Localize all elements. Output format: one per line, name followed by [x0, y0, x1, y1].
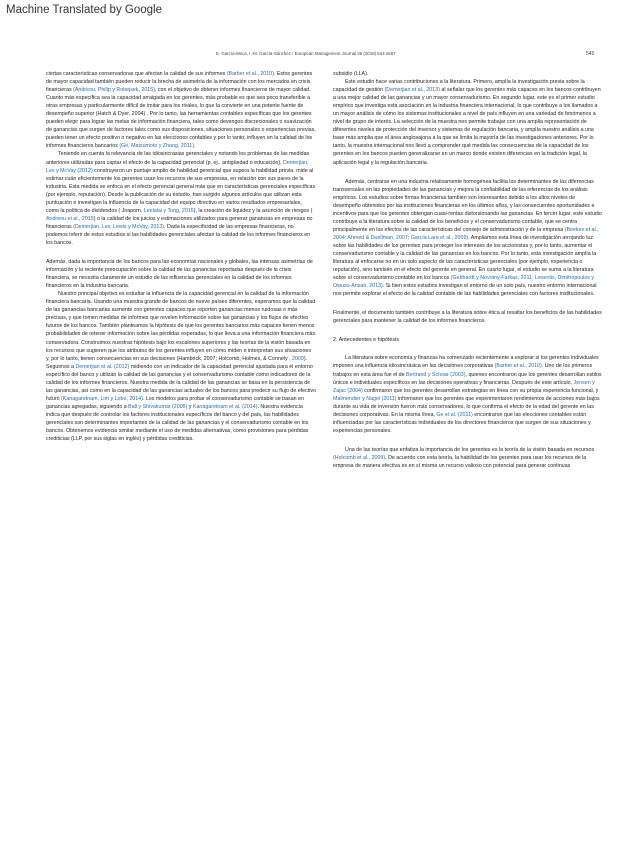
paragraph-text: . Estos gerentes de mayor capacidad también pueden reducir la brecha de asimetría de la información con los mercados en crisis financieras: [46, 71, 313, 94]
paragraph-text: ), la creación de liquidez y la asunción de riesgos (: [193, 207, 313, 214]
paragraph: [333, 78, 603, 167]
paragraph-text: al señalar que los gerentes más capaces en los bancos contribuyen a una mejor calidad de las ganancias y un mayor conservadurismo. En segundo lugar, este es el primer estudio empírico que investiga esta asociación en la industria financiera internacional, lo que contribuye a los llamados a un mayor análisis de cómo los sistemas institucionales a nivel de país influyen en una variedad de fenómenos a nivel de grupo de interés. La selección de la muestra nos permite trabajar con una amplia representación de diferentes niveles de protección del inversor y sistemas de regulación bancaria, y amplía nuestro análisis a una base más amplia que el área anglosajona a la que se limita la mayoría de las investigaciones anteriores. Por lo tanto, la muestra internacional nos llevó a comprender qué medida las consecuencias de la capacidad de los gerentes en los bancos pueden generalizarse en un marco donde existen diferencias en la tradición legal, la aplicación legal y la regulación bancaria.: [333, 87, 601, 166]
paragraph: [46, 70, 316, 150]
paragraph-text: . Los modelos para probar el conservadurismo contable se basan en ganancias agregadas, siguiendo a: [46, 395, 304, 410]
paragraph-text: construyeron un puntaje amplio de habilidad gerencial que supera la habilidad previa. mide al estimar cuán eficientemente los gerentes usan los recursos de sus empresas, en relación con sus pares de la industria. Esta medida se enfoca en el efecto gerencial general más que en características gerenciales específicas (por ejemplo, reputación). Desde la publicación de su estudio, han surgido algunos artículos que utilizan esta puntuación e investigan la influencia de la capacidad del equipo directivo en varios resultados empresariales, como la política de dividendos ( Jiraporn,: [46, 167, 316, 214]
left-column: [46, 70, 316, 454]
paragraph: [333, 70, 603, 78]
citation-link[interactable]: (Andreou, Philip y Robejsek, 2015): [73, 87, 155, 94]
page-number: 545: [586, 51, 595, 57]
paragraph-text: confirmaron que los gerentes desarrollan estrategias en línea con su propia experiencia funcional, y: [362, 387, 599, 394]
paragraph-text: . Si bien estos estudios investigan el entorno de un solo país, nuestro entorno internacional nos permite explorar el efecto de la calidad contable de las habilidades gerenciales con factores institucionales.: [333, 283, 597, 298]
paragraph: [46, 363, 316, 443]
citation-link[interactable]: Andreou et al., 2015: [46, 215, 94, 222]
citation-link[interactable]: (Demerjian, Lev, Lewis y McVay, 2013): [73, 223, 165, 230]
paragraph-text: ).: [303, 355, 308, 362]
paragraph-text: , con el objetivo de obtener informes financieros de mayor calidad. Cuanto más específica sea la capacidad arraigada en los gerentes, más probable es que sea poco transferible a otras empresas y particularmente difícil de imitar para los rivales, lo que la convierte en una potente fuente de desempeño superior (Hatch & Dyer, 2004) . Por lo tanto, las herramientas contables específicas que los gerentes pueden elegir para lograr las metas de información financiera, tales como devengos discrecionales o suavización de ganancias que surgen de factores tales como sus disposiciones, situaciones personales o experiencias previas, pueden tener un efecto positivo o negativo en las elecciones contables y por lo tanto, influyen en la calidad de los informes financieros bancarios: [46, 87, 316, 150]
citation-link[interactable]: 2009: [292, 355, 304, 362]
citation-link[interactable]: Bertrand y Schoar (2003): [406, 371, 466, 378]
paragraph-text: subsidio (LLA).: [333, 71, 369, 77]
paragraph-text: Teniendo en cuenta la relevancia de las idiosincrasias gerenciales y notando los problemas de las medidas anteriores utilizadas para captar el efecto de la capacidad gerencial (p. ej., antigüedad o educación),: [46, 151, 310, 166]
paragraph: [46, 258, 316, 290]
citation-link[interactable]: (Ge, Matsumoto y Zhang, 2011): [119, 143, 194, 150]
paragraph-text: .: [194, 143, 196, 150]
citation-link[interactable]: (Beekes et al., 2004; Ahmed & Duellman, 2007; García Lara et al., 2009): [333, 226, 599, 241]
citation-link[interactable]: (Demerjian et al., 2013): [384, 87, 440, 94]
paragraph: [46, 290, 316, 362]
citation-link[interactable]: Ge et al. (2011): [436, 411, 473, 418]
citation-link[interactable]: (Barber et al., 2010): [494, 363, 542, 370]
citation-link[interactable]: Leelalai y Tong, 2015: [143, 207, 194, 214]
paragraph-text: , quienes encontraron que los gerentes desarrollan estilos únicos e individuales específicos en las decisiones operativas y financieras. Después de este artículo,: [333, 371, 602, 386]
citation-link[interactable]: Demerjian, Lev y McVay (2012): [46, 159, 309, 174]
paragraph-text: ) o la calidad de los juicios y estimaciones utilizados para generar ganancias en empresas no financieras: [46, 215, 313, 230]
paragraph-text: ciertas características conservadoras que afectan la calidad de sus informes: [46, 71, 227, 77]
citation-link[interactable]: (Holcomb et al., 2009): [333, 454, 386, 461]
machine-translation-banner: Machine Translated by Google: [6, 4, 162, 16]
paragraph-text: encontraron que las elecciones contables están influenciadas por las características individuales de los directores financieros que surgen de sus situaciones y experiencias personales.: [333, 411, 591, 434]
citation-link[interactable]: (Kanagaretnam, Lim y Lobo, 2014): [61, 395, 143, 402]
paragraph-text: Finalmente, el documento también contribuye a la literatura sobre ética al resaltar los beneficios de las habilidades gerenciales para mantener la calidad de los informes financieros.: [333, 310, 602, 325]
paragraph-text: midiendo con un indicador de la capacidad gerencial ajustada para el entorno específico del banco y utilizan la calidad de las ganancias y el conservadurismo contable como indicadores de la calidad de los informes financieros. Nuestra medida de la calidad de las ganancias se basa en la persistencia de las ganancias, así como en la capacidad de las ganancias actuales de los bancos para predecir su flujo de efectivo futuro: [46, 363, 317, 402]
paragraph: [333, 178, 603, 299]
paragraph-text: Seguimos a: [46, 363, 76, 370]
paragraph: [333, 309, 603, 325]
paragraph-text: . De acuerdo con esta teoría, la habilidad de los gerentes para usar los recursos de la empresa de manera efectiva es en sí misma un recurso valioso con potencial para generar continuas: [333, 454, 587, 469]
citation-link[interactable]: Ball y Shivakumar (2005): [128, 403, 188, 410]
citation-link[interactable]: (Barber et al., 2010): [226, 71, 274, 77]
paragraph-text: Una de las teorías que enfatiza la importancia de los gerentes es la teoría de la visión basada en recursos: [345, 446, 595, 453]
right-column: [333, 70, 603, 470]
citation-link[interactable]: Jensen y Zajac (2004): [333, 379, 595, 394]
paragraph: [333, 354, 603, 434]
section-heading: [333, 336, 603, 344]
citation-link[interactable]: Kanagaretnam et al. (2014): [192, 403, 258, 410]
citation-link[interactable]: Malmendier y Nagel (2011): [333, 395, 397, 402]
paragraph-text: . Ampliamos esta línea de investigación arrojando luz sobre las habilidades de los gerentes para proteger los intereses de los accionistas y, por lo tanto, aumentar el conservadurismo contable y la calidad de las ganancias en los bancos. Por lo tanto, esta investigación amplía la literatura al enfocarse no en un solo aspecto de las características gerenciales (por ejemplo, experiencia o reputación), sino también en el efecto del gerente en general. En cuarto lugar, el estudio se suma a la literatura sobre el conservadurismo contable en los bancos: [333, 234, 597, 282]
paragraph-text: 2. Antecedentes e hipótesis: [333, 337, 399, 344]
paragraph-text: Nuestro principal objetivo es estudiar la influencia de la capacidad gerencial en la calidad de la información financiera bancaria. Usando una muestra grande de bancos de nueve países diferentes, esperamos que la calidad de las ganancias bancarias aumente con gerentes capaces que reporten ganancias menos ruidosas o más precisas, y que tomen medidas de informes que revelen información sobre las ganancias y los flujos de efectivo futuros de los bancos. También planteamos la hipótesis de que los gerentes bancarios más capaces tienen menos probabilidades de retener información sobre las pérdidas esperadas, lo que lleva a una información financiera más conservadora. Construimos nuestras hipótesis bajo los escalones superiores y las teorías de la visión basada en los recursos que sugieren que los atributos de los gerentes influyen en cómo miden e interpretan sus situaciones y, por lo tanto, tienen consecuencias en sus decisiones (Hambrick, 2007; Holcomb, Holmes, & Connely ,: [46, 291, 316, 362]
journal-citation: E. García-Meca, I.-M. García-Sánchez / European Management Journal 36 (2018) 544 e557: [216, 51, 396, 56]
paragraph-text: y: [187, 403, 193, 410]
paragraph-text: . Dada la especificidad de las empresas financieras, no podemos inferir de estos estudios si las habilidades gerenciales afectan la calidad de los informes financieros en los bancos.: [46, 223, 311, 246]
paragraph-text: . Nuestra evidencia indica que después de controlar los factores institucionales específicos del banco y del país, las habilidades gerenciales son determinantes importantes de la calidad de las ganancias y el conservadurismo contable en los bancos. Obtenemos evidencia similar mediante el uso de medidas alternativas, como provisiones para pérdidas crediticias (LLP, por sus siglas en inglés) y pérdidas crediticias.: [46, 403, 309, 443]
paragraph-text: Este estudio hace varias contribuciones a la literatura. Primero, amplía la investigación previa sobre la capacidad de gestión: [333, 79, 585, 94]
paragraph: [333, 446, 603, 470]
paragraph-text: Además, dada la importancia de los bancos para las economías nacionales y globales, las intensas asimetrías de información y la reciente preocupación sobre la calidad de las ganancias reportadas después de la crisis financiera, se necesita claramente un estudio de las influencias gerenciales en la calidad de los informes financieros en la industria bancaria.: [46, 259, 313, 290]
paragraph: [46, 150, 316, 247]
paragraph-text: . Uno de los primeros trabajos en esta área fue el de: [333, 363, 593, 378]
paragraph-text: Además, centrarse en una industria relativamente homogénea facilita los determinantes de las diferencias transversales en las propiedades de las ganancias y mejora la confiabilidad de las inferencias de los análisis empíricos. Los estudios sobre firmas financieras también son interesantes debido a los altos niveles de desempeño obtenidos por las instituciones financieras en los últimos años, y las consecuentes oportunidades e incentivos para que los gerentes obtengan cuasi-rentas distorsionando las ganancias. En tercer lugar, este estudio contribuye a la literatura sobre la calidad de los beneficios y el conservadurismo contable, que se centra principalmente en los efectos de las características del consejo de administración y de la empresa: [333, 178, 602, 233]
citation-link[interactable]: Demerjian et al. (2012): [75, 363, 130, 370]
paragraph-text: La literatura sobre economía y finanzas ha comenzado recientemente a explorar si los gerentes individuales imponen una influencia idiosincrásica en las decisiones corporativas: [333, 355, 599, 370]
citation-link[interactable]: (Gebhardt y Novotny-Farkas, 2011; Leventis, Dimitropoulos y Owusu-Ansah, 2013): [333, 275, 595, 290]
paragraph-text: informaron que los gerentes que experimentaron rendimientos de acciones más bajos durante su vida de inversión fueron más conservadores, lo que confirma el efecto de la edad del gerente en las decisiones corporativas. En la misma línea,: [333, 395, 600, 418]
